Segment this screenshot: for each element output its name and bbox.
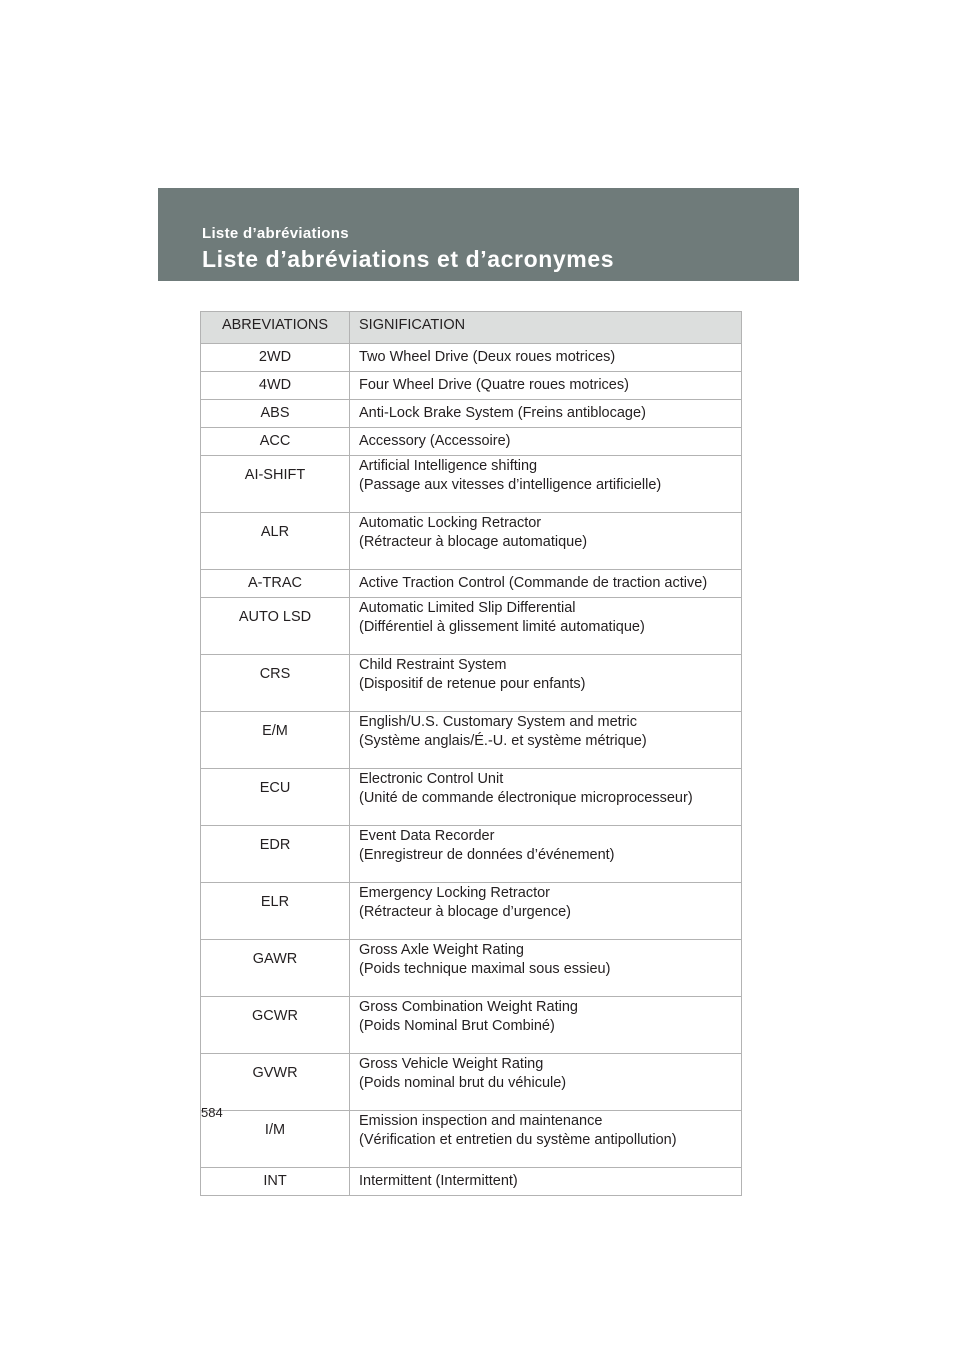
signification-cell (350, 940, 742, 997)
signification-line: (Poids technique maximal sous essieu) (359, 961, 611, 977)
signification-line: Two Wheel Drive (Deux roues motrices) (359, 349, 616, 365)
abbreviation-cell: E/M (201, 712, 350, 769)
signification-line: Anti-Lock Brake System (Freins antiblocage) (359, 405, 646, 421)
table-row (201, 712, 742, 769)
signification-line: (Unité de commande électronique microprocesseur) (359, 790, 693, 806)
signification-line: Automatic Limited Slip Differential (359, 600, 576, 616)
signification-cell (350, 598, 742, 655)
signification-line: Artificial Intelligence shifting (359, 458, 538, 474)
signification-cell (350, 769, 742, 826)
signification-line: (Enregistreur de données d’événement) (359, 847, 615, 863)
signification-line: Gross Axle Weight Rating (359, 942, 524, 958)
signification-cell (350, 513, 742, 570)
signification-line: (Poids nominal brut du véhicule) (359, 1075, 567, 1091)
signification-line: Emission inspection and maintenance (359, 1113, 603, 1129)
signification-line: Electronic Control Unit (359, 771, 504, 787)
signification-line: (Passage aux vitesses d’intelligence artificielle) (359, 477, 662, 493)
table-row (201, 456, 742, 513)
table-row (201, 513, 742, 570)
table-row (201, 372, 742, 400)
table-row (201, 344, 742, 372)
signification-line: Four Wheel Drive (Quatre roues motrices) (359, 377, 629, 393)
table-row (201, 598, 742, 655)
abbreviation-cell: ACC (201, 428, 350, 456)
table-header-row (201, 312, 742, 344)
abbreviation-cell: INT (201, 1168, 350, 1196)
signification-cell (350, 570, 742, 598)
section-header-banner (158, 188, 799, 281)
abbreviation-cell: ELR (201, 883, 350, 940)
signification-line: Gross Vehicle Weight Rating (359, 1056, 544, 1072)
abbreviation-cell: EDR (201, 826, 350, 883)
signification-line: Child Restraint System (359, 657, 507, 673)
abbreviation-cell: ALR (201, 513, 350, 570)
signification-line: (Différentiel à glissement limité automatique) (359, 619, 645, 635)
column-header-signification: SIGNIFICATION (350, 312, 742, 344)
table-row (201, 1111, 742, 1168)
abbreviations-table (200, 311, 742, 1196)
table-row (201, 997, 742, 1054)
table-row (201, 570, 742, 598)
signification-line: Active Traction Control (Commande de traction active) (359, 575, 708, 591)
abbreviation-cell: AUTO LSD (201, 598, 350, 655)
signification-line: (Poids Nominal Brut Combiné) (359, 1018, 555, 1034)
abbreviation-cell: CRS (201, 655, 350, 712)
signification-line: Gross Combination Weight Rating (359, 999, 578, 1015)
signification-cell (350, 826, 742, 883)
abbreviation-cell: 4WD (201, 372, 350, 400)
table-body (201, 344, 742, 1196)
abbreviation-cell: GCWR (201, 997, 350, 1054)
signification-line: (Rétracteur à blocage d’urgence) (359, 904, 571, 920)
signification-cell (350, 456, 742, 513)
table-row (201, 400, 742, 428)
column-header-abbreviations: ABREVIATIONS (201, 312, 350, 344)
abbreviation-cell: 2WD (201, 344, 350, 372)
abbreviation-cell: A-TRAC (201, 570, 350, 598)
signification-cell (350, 655, 742, 712)
abbreviation-cell: GVWR (201, 1054, 350, 1111)
signification-cell (350, 1054, 742, 1111)
table-row (201, 1168, 742, 1196)
signification-line: (Vérification et entretien du système antipollution) (359, 1132, 677, 1148)
abbreviation-cell: AI-SHIFT (201, 456, 350, 513)
signification-line: Event Data Recorder (359, 828, 495, 844)
signification-line: Emergency Locking Retractor (359, 885, 550, 901)
signification-cell (350, 372, 742, 400)
table-row (201, 1054, 742, 1111)
signification-cell (350, 1168, 742, 1196)
table-row (201, 655, 742, 712)
signification-cell (350, 428, 742, 456)
table-row (201, 826, 742, 883)
page-number: 584 (201, 1105, 223, 1120)
signification-cell (350, 400, 742, 428)
abbreviation-cell: I/M (201, 1111, 350, 1168)
signification-line: Automatic Locking Retractor (359, 515, 542, 531)
abbreviation-cell: ABS (201, 400, 350, 428)
page-title: Liste d’abréviations et d’acronymes (202, 246, 615, 272)
signification-cell (350, 997, 742, 1054)
signification-line: Accessory (Accessoire) (359, 433, 511, 449)
table-row (201, 769, 742, 826)
abbreviation-cell: ECU (201, 769, 350, 826)
section-label: Liste d’abréviations (202, 225, 349, 242)
signification-cell (350, 1111, 742, 1168)
signification-line: (Système anglais/É.-U. et système métrique) (359, 733, 647, 749)
signification-line: English/U.S. Customary System and metric (359, 714, 638, 730)
table-row (201, 883, 742, 940)
signification-cell (350, 883, 742, 940)
signification-line: (Rétracteur à blocage automatique) (359, 534, 588, 550)
signification-line: (Dispositif de retenue pour enfants) (359, 676, 586, 692)
signification-cell (350, 344, 742, 372)
abbreviation-cell: GAWR (201, 940, 350, 997)
table-row (201, 940, 742, 997)
signification-cell (350, 712, 742, 769)
table-row (201, 428, 742, 456)
signification-line: Intermittent (Intermittent) (359, 1173, 518, 1189)
